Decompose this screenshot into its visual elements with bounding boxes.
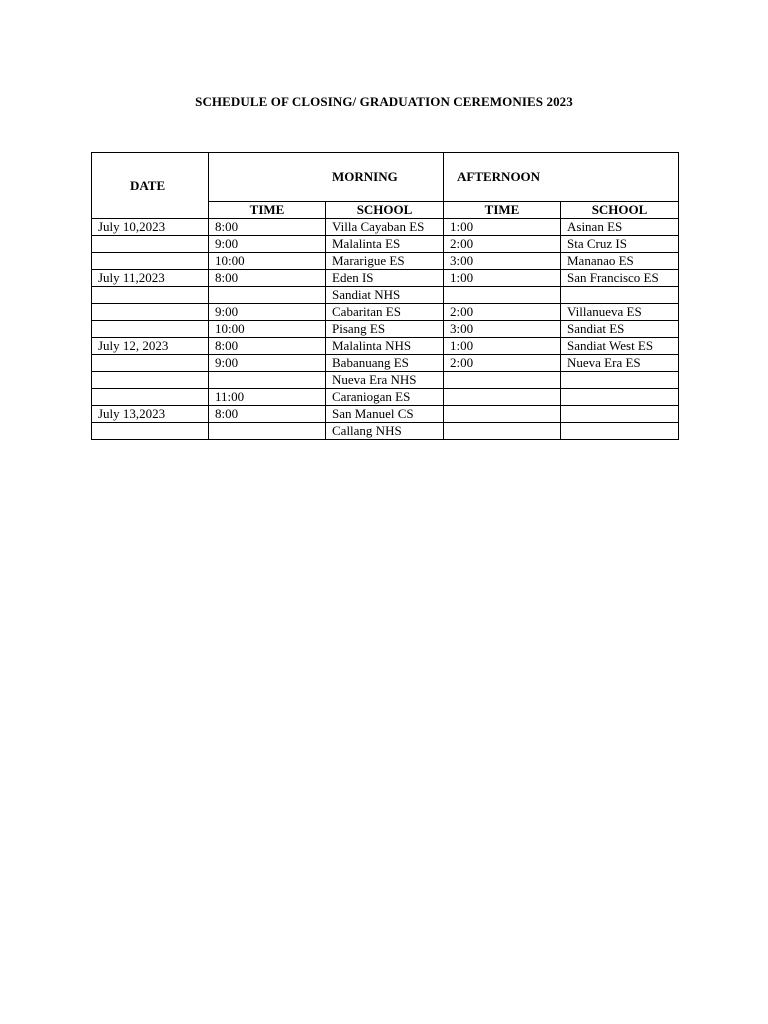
afternoon-time-cell bbox=[444, 406, 561, 423]
afternoon-school-cell bbox=[561, 372, 679, 389]
morning-school-cell: Callang NHS bbox=[326, 423, 444, 440]
afternoon-school-cell: Sandiat ES bbox=[561, 321, 679, 338]
morning-time-cell: 9:00 bbox=[209, 355, 326, 372]
afternoon-time-cell bbox=[444, 389, 561, 406]
schedule-table bbox=[91, 152, 679, 440]
table-row bbox=[92, 236, 679, 253]
afternoon-school-cell bbox=[561, 389, 679, 406]
afternoon-time-cell: 2:00 bbox=[444, 236, 561, 253]
morning-time-cell: 10:00 bbox=[209, 321, 326, 338]
date-cell bbox=[92, 253, 209, 270]
date-cell: July 11,2023 bbox=[92, 270, 209, 287]
morning-time-cell: 9:00 bbox=[209, 304, 326, 321]
afternoon-time-cell bbox=[444, 372, 561, 389]
date-cell bbox=[92, 355, 209, 372]
afternoon-time-cell: 3:00 bbox=[444, 253, 561, 270]
table-row bbox=[92, 372, 679, 389]
table-row bbox=[92, 253, 679, 270]
morning-school-cell: Cabaritan ES bbox=[326, 304, 444, 321]
date-cell: July 13,2023 bbox=[92, 406, 209, 423]
afternoon-time-cell bbox=[444, 423, 561, 440]
morning-school-cell: Mararigue ES bbox=[326, 253, 444, 270]
table-row bbox=[92, 304, 679, 321]
date-header: DATE bbox=[92, 153, 209, 219]
morning-header: MORNING bbox=[209, 153, 444, 202]
table-row bbox=[92, 338, 679, 355]
date-cell bbox=[92, 321, 209, 338]
morning-time-cell: 8:00 bbox=[209, 338, 326, 355]
table-row bbox=[92, 287, 679, 304]
afternoon-school-cell: Sandiat West ES bbox=[561, 338, 679, 355]
morning-time-cell: 8:00 bbox=[209, 270, 326, 287]
date-cell: July 12, 2023 bbox=[92, 338, 209, 355]
morning-time-cell: 8:00 bbox=[209, 406, 326, 423]
morning-school-cell: San Manuel CS bbox=[326, 406, 444, 423]
morning-time-cell bbox=[209, 423, 326, 440]
morning-school-cell: Sandiat NHS bbox=[326, 287, 444, 304]
afternoon-school-cell bbox=[561, 287, 679, 304]
morning-school-cell: Malalinta NHS bbox=[326, 338, 444, 355]
date-cell: July 10,2023 bbox=[92, 219, 209, 236]
afternoon-time-cell bbox=[444, 287, 561, 304]
afternoon-time-cell: 1:00 bbox=[444, 338, 561, 355]
morning-time-cell: 11:00 bbox=[209, 389, 326, 406]
morning-time-cell bbox=[209, 287, 326, 304]
afternoon-header: AFTERNOON bbox=[444, 153, 679, 202]
morning-school-cell: Caraniogan ES bbox=[326, 389, 444, 406]
morning-time-header: TIME bbox=[209, 202, 326, 219]
afternoon-time-cell: 2:00 bbox=[444, 355, 561, 372]
morning-school-cell: Villa Cayaban ES bbox=[326, 219, 444, 236]
table-row bbox=[92, 423, 679, 440]
afternoon-time-cell: 1:00 bbox=[444, 219, 561, 236]
afternoon-time-cell: 3:00 bbox=[444, 321, 561, 338]
date-cell bbox=[92, 389, 209, 406]
afternoon-school-cell: Villanueva ES bbox=[561, 304, 679, 321]
morning-time-cell: 10:00 bbox=[209, 253, 326, 270]
table-row bbox=[92, 406, 679, 423]
table-header-row bbox=[92, 153, 679, 202]
morning-time-cell bbox=[209, 372, 326, 389]
page-title: SCHEDULE OF CLOSING/ GRADUATION CEREMONIES 2023 bbox=[195, 94, 573, 109]
table-row bbox=[92, 321, 679, 338]
morning-time-cell: 9:00 bbox=[209, 236, 326, 253]
date-cell bbox=[92, 236, 209, 253]
date-cell bbox=[92, 287, 209, 304]
morning-school-cell: Eden IS bbox=[326, 270, 444, 287]
date-cell bbox=[92, 372, 209, 389]
afternoon-time-cell: 1:00 bbox=[444, 270, 561, 287]
afternoon-school-header: SCHOOL bbox=[561, 202, 679, 219]
afternoon-school-cell bbox=[561, 423, 679, 440]
date-cell bbox=[92, 304, 209, 321]
morning-school-cell: Babanuang ES bbox=[326, 355, 444, 372]
morning-school-cell: Pisang ES bbox=[326, 321, 444, 338]
afternoon-school-cell: Mananao ES bbox=[561, 253, 679, 270]
table-row bbox=[92, 219, 679, 236]
table-row bbox=[92, 389, 679, 406]
afternoon-school-cell: Nueva Era ES bbox=[561, 355, 679, 372]
morning-school-header: SCHOOL bbox=[326, 202, 444, 219]
afternoon-school-cell: Sta Cruz IS bbox=[561, 236, 679, 253]
afternoon-time-cell: 2:00 bbox=[444, 304, 561, 321]
morning-time-cell: 8:00 bbox=[209, 219, 326, 236]
afternoon-school-cell bbox=[561, 406, 679, 423]
morning-school-cell: Nueva Era NHS bbox=[326, 372, 444, 389]
table-row bbox=[92, 270, 679, 287]
date-cell bbox=[92, 423, 209, 440]
table-row bbox=[92, 355, 679, 372]
afternoon-time-header: TIME bbox=[444, 202, 561, 219]
morning-school-cell: Malalinta ES bbox=[326, 236, 444, 253]
afternoon-school-cell: San Francisco ES bbox=[561, 270, 679, 287]
afternoon-school-cell: Asinan ES bbox=[561, 219, 679, 236]
